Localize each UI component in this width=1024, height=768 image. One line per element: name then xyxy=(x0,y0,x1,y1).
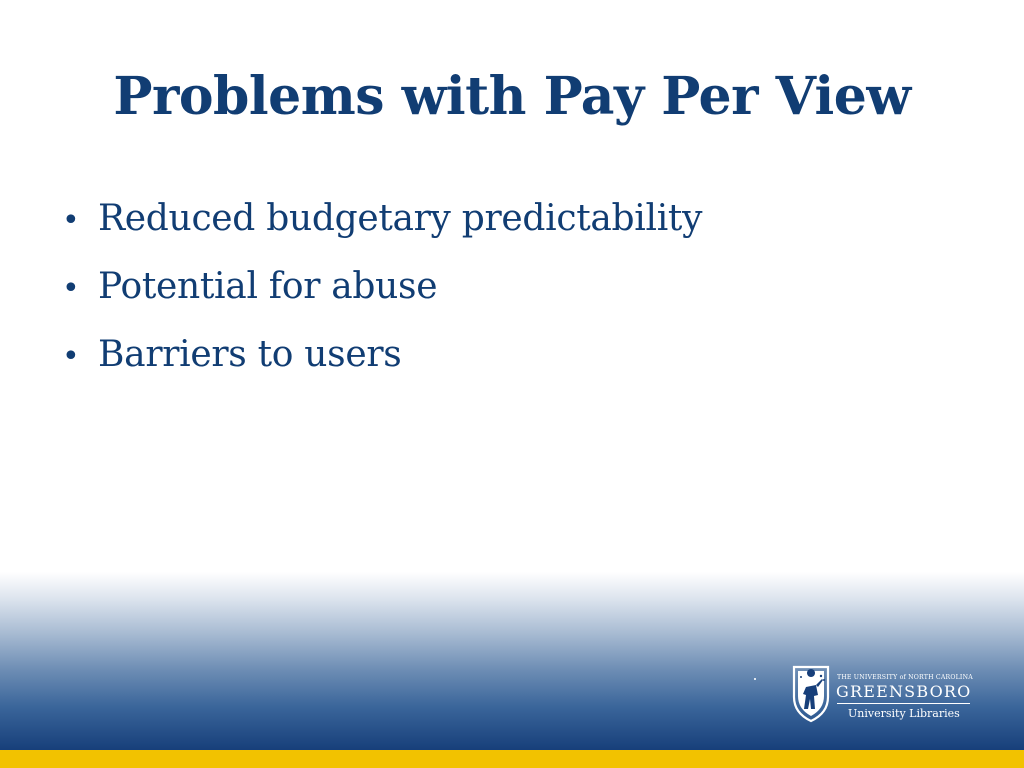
logo-university-line: THE UNIVERSITY of NORTH CAROLINA xyxy=(837,674,973,681)
bullet-item xyxy=(62,254,702,322)
uncg-libraries-logo xyxy=(792,665,977,725)
shield-icon xyxy=(792,665,830,723)
footer-speck xyxy=(754,678,756,680)
bullet-text: Barriers to users xyxy=(98,334,402,375)
bullet-text: Potential for abuse xyxy=(98,266,438,307)
bullet-list xyxy=(62,186,702,390)
bullet-item xyxy=(62,322,702,390)
bullet-glyph: • xyxy=(62,203,80,238)
bullet-text: Reduced budgetary predictability xyxy=(98,198,703,239)
bullet-glyph: • xyxy=(62,339,80,374)
logo-divider xyxy=(837,703,970,704)
bullet-glyph: • xyxy=(62,271,80,306)
bullet-item xyxy=(62,186,702,254)
logo-greensboro: GREENSBORO xyxy=(836,682,972,701)
logo-subtitle: University Libraries xyxy=(848,707,960,720)
footer-gold-stripe xyxy=(0,750,1024,768)
slide-title: Problems with Pay Per View xyxy=(113,66,911,127)
